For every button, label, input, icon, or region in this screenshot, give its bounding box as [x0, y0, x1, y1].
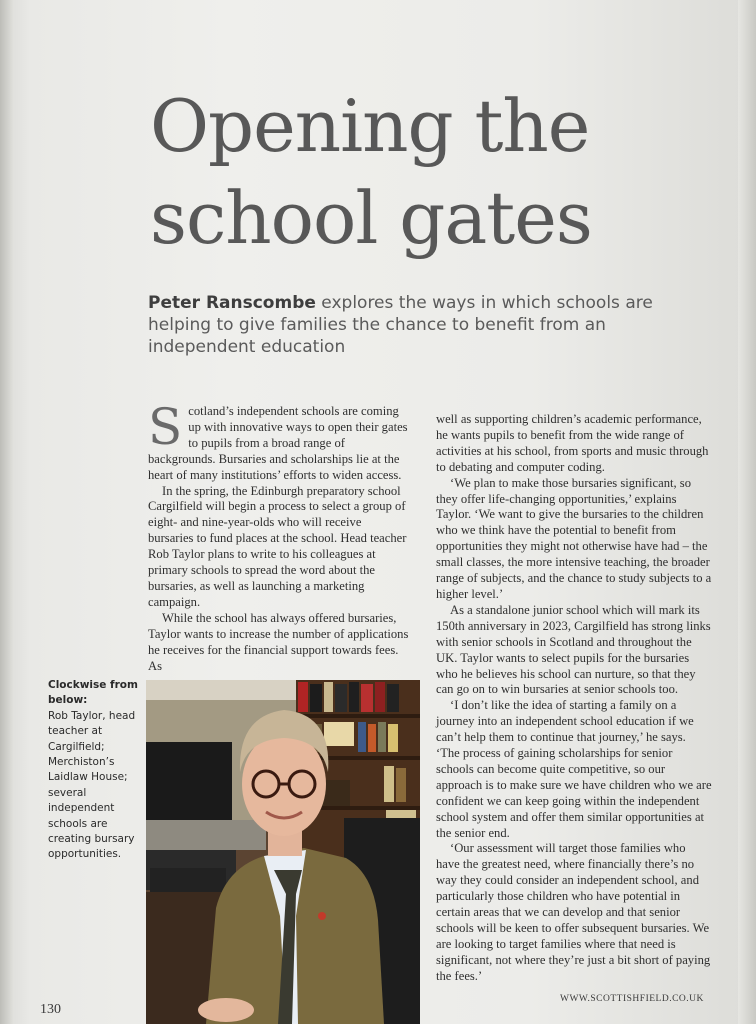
paragraph-text: cotland’s independent schools are coming up with innovative ways to open their gates to pupils from a broad range of backgrounds. Bursaries and scholarships lie at the heart of many institutions’ efforts to widen access. [148, 404, 408, 482]
portrait-photo [146, 680, 420, 1024]
page-edge [738, 0, 756, 1024]
paragraph: ‘We plan to make those bursaries significant, so they offer life-changing opportunities,’ explains Taylor. ‘We want to give the bursaries to the children who we think have the potential to benefit from opportunities they might not otherwise have had – the small classes, the more intensive teaching, the broader range of subjects, and the chance to study subjects to a higher level.’ [436, 475, 712, 601]
standfirst [148, 292, 688, 358]
website-footer: WWW.SCOTTISHFIELD.CO.UK [560, 994, 704, 1004]
portrait-illustration [146, 680, 420, 1024]
headline-line-2: school gates [150, 176, 592, 260]
drop-cap: S [148, 398, 183, 456]
caption-text: Rob Taylor, head teacher at Cargilfield; Merchiston’s Laidlaw House; several independent schools are creating bursary opportunities. [48, 709, 136, 861]
standfirst-text: explores the ways in which schools are helping to give families the chance to benefit from an independent education [148, 293, 653, 357]
paragraph [148, 398, 410, 484]
paragraph: ‘Our assessment will target those families who have the greatest need, where financially there’s no way they could consider an independent school, and particularly those children who have potential in certain areas that we can develop and that senior schools will be keen to offer subsequent bursaries. We are looking to target families where that need is significant, not where they’re just a bit short of paying the fees.’ [436, 841, 711, 983]
paragraph: As a standalone junior school which will mark its 150th anniversary in 2023, Cargilfield has strong links with senior schools in Scotland and throughout the UK. Taylor wants to select pupils for the bursaries who he believes his school can nurture, so that they can go on to win bursaries at senior schools too. [436, 602, 711, 697]
page-gutter-shadow [0, 0, 14, 1024]
headline-line-1: Opening the [150, 84, 590, 168]
author-name: Peter Ranscombe [148, 293, 316, 313]
headline [150, 80, 710, 264]
photo-caption [48, 678, 144, 863]
body-column-2 [436, 412, 712, 985]
paragraph: well as supporting children’s academic performance, he wants pupils to benefit from the wide range of activities at his school, from sports and music through to debating and computer coding. [436, 412, 709, 474]
page-number: 130 [40, 1002, 61, 1017]
paragraph: ‘I don’t like the idea of starting a family on a journey into an independent school education if we can’t help them to continue that journey,’ he says. ‘The process of gaining scholarships for senior schools can become quite competitive, so our approach is to make sure we have children who we are confident we can keep going within the independent school system and offer them similar opportunities at the senior end. [436, 698, 712, 840]
body-column-1 [148, 398, 410, 674]
paragraph: While the school has always offered bursaries, Taylor wants to increase the number of applications he receives for the financial support towards fees. As [148, 610, 409, 673]
caption-lead: Clockwise from below: [48, 679, 138, 707]
paragraph: In the spring, the Edinburgh preparatory school Cargilfield will begin a process to select a group of eight- and nine-year-olds who will receive bursaries to fund places at the school. Head teacher Rob Taylor plans to write to his colleagues at primary schools to spread the word about the bursaries, as well as launching a marketing campaign. [148, 483, 407, 609]
